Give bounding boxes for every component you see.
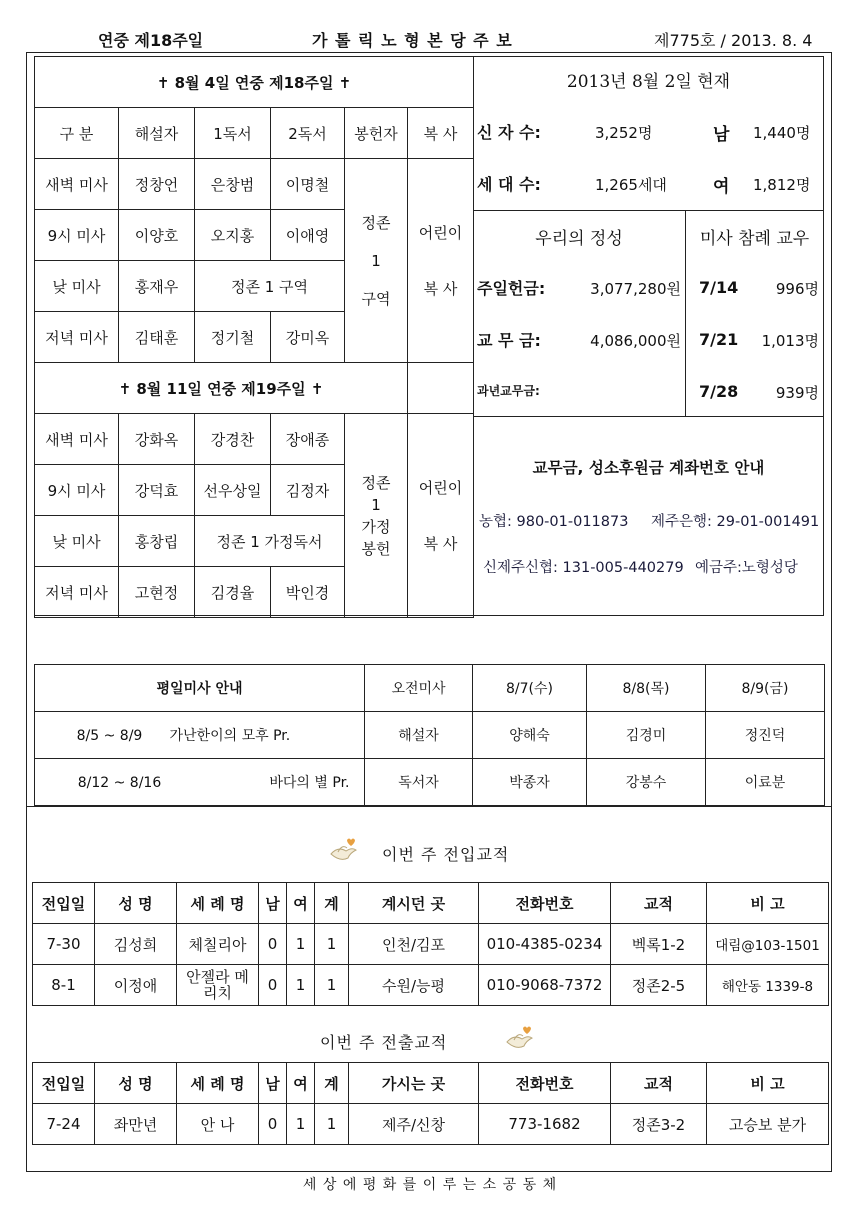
cell: 0 — [259, 924, 287, 965]
attendance-title: 미사 참례 교우 — [699, 229, 810, 249]
cell: 1 — [315, 1104, 349, 1145]
col-header: 남 — [259, 883, 287, 924]
transfer-in-title: 이번 주 전입교적 — [382, 845, 510, 864]
bank-account: 신제주신협: 131-005-440279 — [483, 560, 684, 576]
cell: 8-1 — [33, 965, 95, 1006]
weekday-col: 8/7(수) — [473, 665, 587, 712]
col-header: 구 분 — [35, 108, 119, 159]
cell: 1 — [315, 924, 349, 965]
mass-schedule-table — [34, 56, 474, 618]
commentator: 이양호 — [119, 210, 195, 261]
dues-label: 교 무 금: — [477, 331, 541, 350]
reader2: 박인경 — [271, 567, 345, 618]
bank-title: 교무금, 성소후원금 계좌번호 안내 — [532, 459, 765, 477]
mass-label: 9시 미사 — [35, 465, 119, 516]
transfer-out-table — [32, 1062, 829, 1145]
reader1: 김경율 — [195, 567, 271, 618]
attendance-date: 7/21 — [699, 330, 739, 349]
altar-server: 어린이 복 사 — [408, 159, 474, 363]
commentator: 홍재우 — [119, 261, 195, 312]
mass-label: 낮 미사 — [35, 261, 119, 312]
col-header: 전화번호 — [479, 883, 611, 924]
reader1: 오지홍 — [195, 210, 271, 261]
rule — [473, 56, 474, 416]
reader-merged: 정존 1 구역 — [195, 261, 345, 312]
offering-title: 우리의 정성 — [535, 229, 623, 249]
cell: 벡록1-2 — [611, 924, 707, 965]
praesidium-row: 8/5 ~ 8/9 가난한이의 모후 Pr. — [35, 712, 365, 759]
stats-date: 2013년 8월 2일 현재 — [566, 72, 731, 92]
col-header: 세 례 명 — [177, 1063, 259, 1104]
person: 이료분 — [706, 759, 825, 806]
person: 양해숙 — [473, 712, 587, 759]
altar-server: 어린이 복 사 — [408, 414, 474, 618]
weekday-col: 8/9(금) — [706, 665, 825, 712]
col-header: 세 례 명 — [177, 883, 259, 924]
bulletin-title: 가 톨 릭 노 형 본 당 주 보 — [312, 31, 513, 50]
cell: 773-1682 — [479, 1104, 611, 1145]
reader-merged: 정존 1 가정독서 — [195, 516, 345, 567]
cell: 010-9068-7372 — [479, 965, 611, 1006]
col-header: 1독서 — [195, 108, 271, 159]
person: 정진덕 — [706, 712, 825, 759]
col-header: 가시는 곳 — [349, 1063, 479, 1104]
commentator: 김태훈 — [119, 312, 195, 363]
stats-panel — [473, 56, 824, 416]
col-header: 비 고 — [707, 1063, 829, 1104]
col-header: 해설자 — [119, 108, 195, 159]
transfer-out-title: 이번 주 전출교적 — [320, 1033, 448, 1052]
reader2: 강미옥 — [271, 312, 345, 363]
weekday-col: 오전미사 — [365, 665, 473, 712]
dove-icon — [504, 1024, 534, 1056]
col-header: 전입일 — [33, 1063, 95, 1104]
col-header: 봉헌자 — [345, 108, 408, 159]
cell: 좌만년 — [95, 1104, 177, 1145]
col-header: 성 명 — [95, 1063, 177, 1104]
rule — [473, 210, 824, 211]
attendance-date: 7/14 — [699, 278, 739, 297]
weekday-mass-table — [34, 664, 825, 806]
commentator: 고현정 — [119, 567, 195, 618]
footer-slogan: 세 상 에 평 화 를 이 루 는 소 공 동 체 — [302, 1177, 558, 1193]
blank-cell — [408, 363, 474, 414]
col-header: 성 명 — [95, 883, 177, 924]
person: 박종자 — [473, 759, 587, 806]
female-label: 여 — [713, 177, 730, 197]
cell: 1 — [315, 965, 349, 1006]
cell: 1 — [287, 924, 315, 965]
cell: 김성희 — [95, 924, 177, 965]
cell: 해안동 1339-8 — [707, 965, 829, 1006]
cell: 정존3-2 — [611, 1104, 707, 1145]
dove-icon — [328, 836, 358, 868]
person: 강봉수 — [587, 759, 706, 806]
households-value: 1,265세대 — [595, 176, 667, 194]
households-label: 세 대 수: — [477, 175, 541, 194]
bank-info — [473, 416, 824, 616]
mass-label: 저녁 미사 — [35, 312, 119, 363]
col-header: 교적 — [611, 1063, 707, 1104]
sunday-offering-label: 주일헌금: — [477, 279, 546, 298]
reader2: 장애종 — [271, 414, 345, 465]
praesidium-row: 8/12 ~ 8/16 바다의 별 Pr. — [35, 759, 365, 806]
cell: 정존2-5 — [611, 965, 707, 1006]
col-header: 전입일 — [33, 883, 95, 924]
reader1: 은창범 — [195, 159, 271, 210]
issue-week: 연중 제18주일 — [98, 31, 204, 50]
weekday-title: 평일미사 안내 — [35, 665, 365, 712]
reader1: 선우상일 — [195, 465, 271, 516]
attendance-count: 1,013명 — [761, 332, 819, 350]
col-header: 계 — [315, 883, 349, 924]
section-divider — [26, 806, 832, 807]
transfer-in-table — [32, 882, 829, 1006]
cell: 대림@103-1501 — [707, 924, 829, 965]
offering-group: 정존 1 가정 봉헌 — [345, 414, 408, 618]
attendance-count: 939명 — [775, 384, 819, 402]
col-header: 전화번호 — [479, 1063, 611, 1104]
person: 김경미 — [587, 712, 706, 759]
col-header: 2독서 — [271, 108, 345, 159]
role: 독서자 — [365, 759, 473, 806]
weekday-col: 8/8(목) — [587, 665, 706, 712]
mass-label: 새벽 미사 — [35, 159, 119, 210]
reader2: 김정자 — [271, 465, 345, 516]
col-header: 계 — [315, 1063, 349, 1104]
cell: 체칠리아 — [177, 924, 259, 965]
table-row — [33, 1104, 829, 1145]
bank-account: 제주은행: 29-01-001491 — [651, 514, 820, 530]
mass-label: 새벽 미사 — [35, 414, 119, 465]
commentator: 정창언 — [119, 159, 195, 210]
mass-label: 낮 미사 — [35, 516, 119, 567]
issue-number: 제775호 / 2013. 8. 4 — [654, 31, 813, 50]
cell: 0 — [259, 965, 287, 1006]
cell: 안 나 — [177, 1104, 259, 1145]
reader1: 정기철 — [195, 312, 271, 363]
cell: 제주/신창 — [349, 1104, 479, 1145]
cell: 1 — [287, 965, 315, 1006]
cell: 고승보 분가 — [707, 1104, 829, 1145]
reader2: 이명철 — [271, 159, 345, 210]
cell: 1 — [287, 1104, 315, 1145]
cell: 010-4385-0234 — [479, 924, 611, 965]
cell: 7-24 — [33, 1104, 95, 1145]
dues-value: 4,086,000원 — [590, 332, 681, 350]
col-header: 비 고 — [707, 883, 829, 924]
cell: 0 — [259, 1104, 287, 1145]
female-value: 1,812명 — [753, 176, 811, 194]
reader2: 이애영 — [271, 210, 345, 261]
reader1: 강경찬 — [195, 414, 271, 465]
table-row — [33, 965, 829, 1006]
past-dues-label: 과년교무금: — [477, 384, 540, 398]
sunday-offering-value: 3,077,280원 — [590, 280, 681, 298]
male-label: 남 — [713, 125, 730, 145]
col-header: 남 — [259, 1063, 287, 1104]
cell: 수원/능평 — [349, 965, 479, 1006]
account-holder: 예금주:노형성당 — [695, 560, 798, 576]
cell: 안젤라 메리치 — [177, 965, 259, 1006]
bank-account: 농협: 980-01-011873 — [479, 514, 629, 530]
mass-label: 저녁 미사 — [35, 567, 119, 618]
col-header: 여 — [287, 883, 315, 924]
commentator: 홍창립 — [119, 516, 195, 567]
cell: 이정애 — [95, 965, 177, 1006]
col-header: 여 — [287, 1063, 315, 1104]
believers-label: 신 자 수: — [477, 123, 541, 142]
attendance-count: 996명 — [775, 280, 819, 298]
commentator: 강덕효 — [119, 465, 195, 516]
role: 해설자 — [365, 712, 473, 759]
col-header: 계시던 곳 — [349, 883, 479, 924]
col-header: 복 사 — [408, 108, 474, 159]
offering-group: 정존 1 구역 — [345, 159, 408, 363]
male-value: 1,440명 — [753, 124, 811, 142]
mass-label: 9시 미사 — [35, 210, 119, 261]
attendance-date: 7/28 — [699, 382, 739, 401]
table-row — [33, 924, 829, 965]
week2-title: ✝ 8월 11일 연중 제19주일 ✝ — [35, 363, 408, 414]
col-header: 교적 — [611, 883, 707, 924]
believers-value: 3,252명 — [595, 124, 653, 142]
week1-title: ✝ 8월 4일 연중 제18주일 ✝ — [35, 57, 474, 108]
cell: 인천/김포 — [349, 924, 479, 965]
cell: 7-30 — [33, 924, 95, 965]
commentator: 강화옥 — [119, 414, 195, 465]
